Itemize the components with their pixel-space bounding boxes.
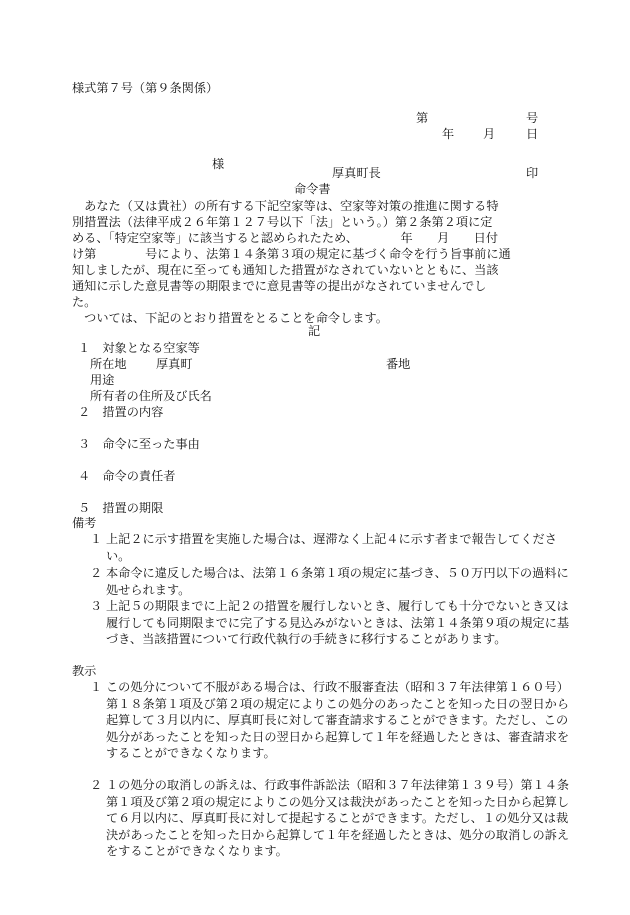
instruction-2 [90,777,572,860]
instruction-number: １ [90,680,103,694]
issuer-name: 厚真町長 [332,166,381,180]
instruction-text: １の処分の取消しの訴えは、行政事件訴訟法（昭和３７年法律第１３９号）第１４条第１項及び第２項の規定によりこの処分又は裁決があったことを知った日から起算して６月以内に、厚真町長に対して提起することができます。ただし、１の処分又は裁決があったことを知った日から起算して１年を経過したときは、処分の取消しの訴えをすることができなくなります。 [106,778,570,858]
remark-number: １ [90,532,103,546]
remark-text: 上記５の期限までに上記２の措置を履行しないとき、履行しても十分でないとき又は履行しても同期限までに完了する見込みがないときは、法第１４条第９項の規定に基づき、当該措置について行政代執行の手続きに移行することがあります。 [106,599,570,646]
date-day: 日 [526,127,539,141]
item-2-heading: ２ 措置の内容 [78,405,164,419]
body-line: ついては、下記のとおり措置をとることを命令します。 [72,311,388,325]
remark-text: 上記２に示す措置を実施した場合は、遅滞なく上記４に示す者まで報告してください。 [106,532,557,563]
date-year: 年 [442,127,455,141]
seal-mark: 印 [526,166,539,180]
document-number-suffix: 号 [526,111,539,125]
document-number-prefix: 第 [416,111,429,125]
addressee-suffix: 様 [212,157,225,171]
remark-3 [90,598,572,648]
body-line: あなた（又は貴社）の所有する下記空家等は、空家等対策の推進に関する特 [72,199,499,213]
remark-1 [90,531,572,564]
item-5-heading: ５ 措置の期限 [78,501,164,515]
remark-2 [90,565,572,598]
document-title: 命令書 [294,182,331,196]
date-month: 月 [483,127,496,141]
ki-heading: 記 [308,324,321,338]
body-line: める、「特定空家等」に該当すると認められたため、 年 月 日付 [72,231,499,245]
body-line: 別措置法（法律平成２６年第１２７号以下「法」という。）第２条第２項に定 [72,215,493,229]
instruction-text: この処分について不服がある場合は、行政不服審査法（昭和３７年法律第１６０号）第１８条第１項及び第２項の規定によりこの処分のあったことを知った日の翌日から起算して３月以内に、厚真町長に対して審査請求することができます。ただし、この処分があったことを知った日の翌日から起算して１年を経過したときは、審査請求をすることができなくなります。 [106,680,570,760]
item-4-heading: ４ 命令の責任者 [78,469,176,483]
location-label: 所在地 [90,357,127,371]
town-name: 厚真町 [156,357,193,371]
body-line: 通知に示した意見書等の期限までに意見書等の提出がなされていませんでし [72,279,487,293]
instruction-number: ２ [90,778,103,792]
body-line: 知しましたが、現在に至っても通知した措置がなされていないとともに、当該 [72,263,499,277]
remark-number: ２ [90,566,103,580]
owner-label: 所有者の住所及び氏名 [90,389,212,403]
item-1-heading: １ 対象となる空家等 [78,341,200,355]
instructions-heading: 教示 [72,664,97,678]
item-3-heading: ３ 命令に至った事由 [78,437,200,451]
remark-number: ３ [90,599,103,613]
remark-text: 本命令に違反した場合は、法第１６条第１項の規定に基づき、５０万円以下の過料に処せられます。 [106,566,569,597]
form-title: 様式第７号（第９条関係） [72,81,219,95]
instruction-1 [90,679,572,762]
body-line: け第 号により、法第１４条第３項の規定に基づく命令を行う旨事前に通 [72,247,511,261]
use-label: 用途 [90,373,115,387]
body-line: た。 [72,295,97,309]
banchi-label: 番地 [386,357,411,371]
remarks-heading: 備考 [72,516,97,530]
